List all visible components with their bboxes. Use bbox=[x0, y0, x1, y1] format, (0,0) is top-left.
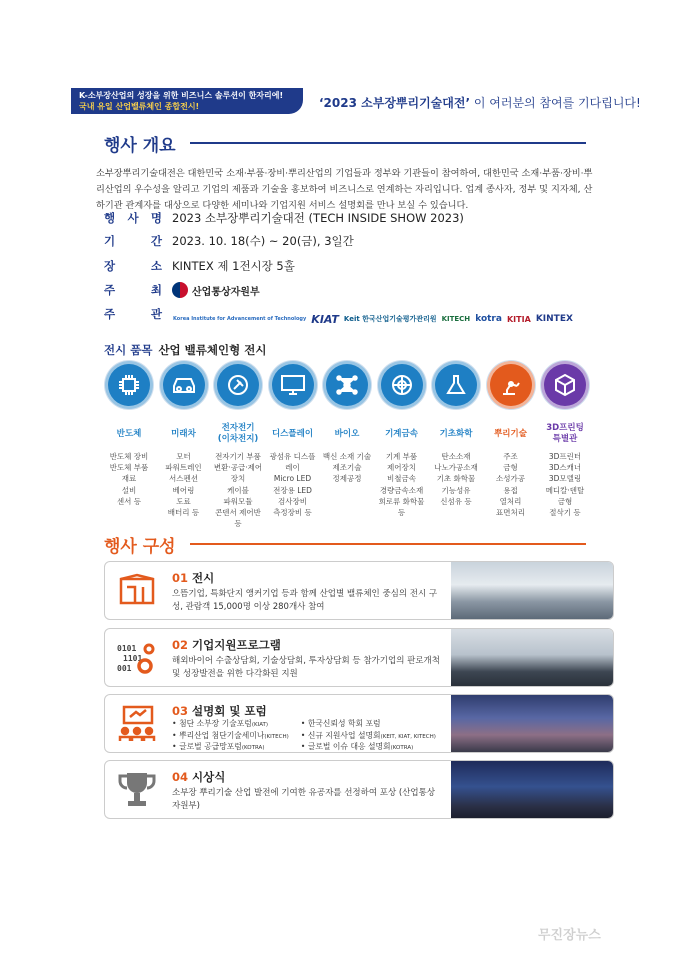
program-card-number: 04 bbox=[172, 770, 189, 784]
info-label-char: 명 bbox=[150, 211, 162, 225]
program-card-heading: 전시 bbox=[192, 571, 215, 585]
category-items: 기계 부품 제어장치 비철금속 경량금속소재 희로류 화학물 등 bbox=[378, 452, 425, 518]
program-title: 행사 구성 bbox=[104, 537, 176, 557]
event-photo bbox=[451, 761, 613, 818]
organizer-logo-kintex: KINTEX bbox=[535, 314, 573, 324]
banner-line-2: 국내 유일 산업밸류체인 종합전시! bbox=[79, 102, 200, 111]
info-label-char: 기 bbox=[104, 234, 116, 248]
bullet-text: • 뿌리산업 첨단기술세미나 bbox=[172, 730, 265, 740]
info-label-char: 최 bbox=[150, 283, 162, 297]
category-name: 디스플레이 bbox=[271, 428, 314, 439]
program-card bbox=[104, 628, 614, 687]
category-item bbox=[431, 361, 481, 529]
overview-intro: 소부장뿌리기술대전은 대한민국 소재·부품·장비·뿌리산업의 기업들과 정부와 기관들이 참여하여, 대한민국 소재·부품·장비·뿌리산업의 우수성을 알리고 기업의 제품과 기술을 홍보하여 비즈니스로 연계하는 자리입니다. 업계 종사자, 정부 및 지자체, 산하기관 관계자를 대상으로 다양한 세미나와 기업지원 서비스 설명회를 만나 보실 수 있습니다. bbox=[96, 168, 593, 211]
bullet-org: (KOTRA) bbox=[390, 745, 414, 751]
organizer-logo-kitia: KITIA bbox=[506, 314, 531, 324]
category-item bbox=[213, 361, 263, 529]
organizer-logo-kotra: kotra bbox=[475, 314, 502, 324]
overview-rule bbox=[190, 142, 586, 144]
bullet-item bbox=[172, 742, 289, 753]
category-item bbox=[322, 361, 372, 529]
category-item bbox=[486, 361, 536, 529]
info-label bbox=[104, 210, 172, 226]
program-card-number: 02 bbox=[172, 638, 189, 652]
program-card-number: 03 bbox=[172, 704, 189, 718]
info-row bbox=[104, 304, 172, 324]
bullet-org: (KIAT) bbox=[251, 722, 269, 728]
program-card-title bbox=[172, 703, 267, 719]
category-items: 탄소소재 나노가공소재 기초 화학물 기능성유 신섬유 등 bbox=[434, 452, 478, 506]
event-photo bbox=[451, 562, 613, 619]
watermark: 무진장뉴스 bbox=[538, 928, 601, 943]
binary-gears-icon bbox=[113, 637, 161, 679]
bullet-org: (KOTRA) bbox=[241, 745, 265, 751]
bullet-item bbox=[172, 719, 289, 731]
category-name: 기초화학 bbox=[439, 428, 473, 439]
top-banner bbox=[71, 88, 303, 114]
category-items: 주조 금형 소성가공 용접 열처리 표면처리 bbox=[496, 452, 525, 518]
banner-line-1: K-소부장산업의 성장을 위한 비즈니스 솔루션이 한자리에! bbox=[79, 91, 284, 100]
program-card bbox=[104, 760, 614, 819]
tagline-text: 이 여러분의 참여를 기다립니다! bbox=[473, 96, 641, 110]
exhibit-label: 전시 품목 bbox=[104, 343, 153, 357]
tagline-event-name: ‘2023 소부장뿌리기술대전’ bbox=[319, 96, 471, 110]
category-name: 기계금속 bbox=[385, 428, 418, 439]
category-name: 3D프린팅 특별관 bbox=[546, 423, 584, 444]
info-label-char: 행 bbox=[104, 211, 116, 225]
host-ministry-name: 산업통상자원부 bbox=[192, 286, 260, 298]
event-photo bbox=[451, 695, 613, 752]
program-card bbox=[104, 694, 614, 753]
category-row bbox=[104, 361, 590, 529]
svg-text:1101: 1101 bbox=[123, 654, 143, 663]
category-items: 3D프린터 3D스캐너 3D모델링 메디칼·덴탈 금형 절삭기 등 bbox=[545, 452, 585, 518]
info-label-char: 소 bbox=[150, 259, 162, 273]
overview-title: 행사 개요 bbox=[104, 136, 176, 156]
bullet-text: • 글로벌 공급망포럼 bbox=[172, 742, 242, 751]
info-label bbox=[104, 282, 172, 298]
info-row bbox=[104, 256, 295, 276]
svg-text:001: 001 bbox=[117, 664, 132, 673]
info-value: 2023. 10. 18(수) ~ 20(금), 3일간 bbox=[172, 234, 354, 248]
info-row bbox=[104, 280, 260, 300]
program-card-description: 소부장 뿌리기술 산업 발전에 기여한 유공자를 선정하여 포상 (산업통상자원부) bbox=[172, 788, 436, 811]
info-value: KINTEX 제 1전시장 5홀 bbox=[172, 259, 295, 273]
3d-cube-icon bbox=[541, 361, 589, 409]
bullet-org: (KITECH) bbox=[264, 733, 289, 740]
event-photo bbox=[451, 629, 613, 686]
category-name: 반도체 bbox=[116, 428, 142, 439]
category-name: 바이오 bbox=[334, 428, 360, 439]
info-label-char: 주 bbox=[104, 283, 116, 297]
bullet-item bbox=[172, 731, 289, 743]
organizer-logo-kitech: KITECH bbox=[441, 315, 471, 323]
tagline bbox=[319, 94, 641, 111]
program-card-heading: 설명회 및 포럼 bbox=[192, 704, 267, 718]
info-label-char: 사 bbox=[127, 211, 139, 225]
bullet-org: (KEIT, KIAT, KITECH) bbox=[380, 733, 436, 740]
flask-icon bbox=[432, 361, 480, 409]
category-item bbox=[377, 361, 427, 529]
bullet-column bbox=[172, 719, 289, 753]
category-items: 모터 파워트레인 서스펜션 베어링 도료 배터리 등 bbox=[165, 452, 202, 518]
taegeuk-logo-icon bbox=[172, 282, 188, 298]
info-label bbox=[104, 258, 172, 274]
info-label bbox=[104, 306, 172, 322]
organizer-logo-kiat: KIAT bbox=[311, 312, 339, 326]
category-item bbox=[159, 361, 209, 529]
program-card-title bbox=[172, 637, 281, 653]
category-items: 광섬유 디스플레이 Micro LED 전장용 LED 검사장비 측정장비 등 bbox=[269, 452, 316, 518]
category-item bbox=[540, 361, 590, 529]
bullet-column bbox=[301, 719, 436, 753]
program-card-heading: 기업지원프로그램 bbox=[192, 638, 281, 652]
category-items: 반도체 장비 반도체 부품 재료 설비 센서 등 bbox=[109, 452, 149, 506]
host-ministry bbox=[172, 282, 260, 298]
bullet-text: • 신규 지원사업 설명회 bbox=[300, 730, 381, 740]
program-card-title bbox=[172, 769, 225, 785]
exhibit-title: 산업 밸류체인형 전시 bbox=[158, 343, 267, 357]
category-item bbox=[104, 361, 154, 529]
program-card bbox=[104, 561, 614, 620]
robot-arm-icon bbox=[487, 361, 535, 409]
category-items: 백신 소재 기술 제조기술 정제공정 bbox=[322, 452, 372, 484]
plug-icon bbox=[214, 361, 262, 409]
organizer-logo: Korea Institute for Advancement of Technology bbox=[173, 316, 307, 322]
presentation-icon bbox=[113, 703, 161, 745]
svg-text:0101: 0101 bbox=[117, 644, 137, 653]
bullet-text: • 글로벌 이슈 대응 설명회 bbox=[300, 742, 391, 751]
program-card-description: 으뜸기업, 특화단지 앵커기업 등과 함께 산업별 밸류체인 중심의 전시 구성, 관람객 15,000명 이상 280개사 참여 bbox=[172, 589, 438, 612]
trophy-icon bbox=[113, 769, 161, 811]
organizer-logos bbox=[173, 311, 573, 327]
category-item bbox=[268, 361, 318, 529]
info-label bbox=[104, 233, 172, 249]
program-card-title bbox=[172, 570, 214, 586]
info-label-char: 주 bbox=[104, 307, 116, 321]
program-card-heading: 시상식 bbox=[192, 770, 226, 784]
category-items: 전자기기 부품 변환·공급·제어 장치 케이블 파워모듈 콘덴서 제어반 등 bbox=[213, 452, 263, 529]
program-card-description: 해외바이어 수출상담회, 기술상담회, 투자상담회 등 참가기업의 판로개척 및 성장발전을 위한 다각화된 지원 bbox=[172, 656, 440, 679]
category-name: 미래차 bbox=[171, 428, 196, 439]
category-name: 전자전기 (이차전지) bbox=[217, 423, 259, 444]
exhibition-booth-icon bbox=[113, 570, 161, 612]
bullet-item bbox=[301, 731, 436, 743]
exhibit-heading bbox=[104, 342, 266, 358]
bullet-text: • 한국신뢰성 학회 포럼 bbox=[300, 719, 381, 728]
bullet-text: • 첨단 소부장 기술포럼 bbox=[172, 719, 252, 728]
car-icon bbox=[160, 361, 208, 409]
molecule-icon bbox=[323, 361, 371, 409]
info-label-char: 장 bbox=[104, 259, 116, 273]
info-row bbox=[104, 208, 464, 228]
program-card-bullets bbox=[172, 719, 436, 753]
organizer-logo-keit: Keit 한국산업기술평가관리원 bbox=[343, 315, 437, 323]
program-card-number: 01 bbox=[172, 571, 189, 585]
info-label-char: 간 bbox=[150, 234, 162, 248]
info-label-char: 관 bbox=[150, 307, 162, 321]
chip-icon bbox=[105, 361, 153, 409]
category-name: 뿌리기술 bbox=[494, 428, 527, 439]
globe-icon bbox=[378, 361, 426, 409]
info-value: 2023 소부장뿌리기술대전 (TECH INSIDE SHOW 2023) bbox=[172, 211, 464, 225]
monitor-icon bbox=[269, 361, 317, 409]
info-row bbox=[104, 231, 354, 251]
program-rule bbox=[190, 543, 586, 545]
bullet-item bbox=[301, 742, 436, 753]
bullet-item bbox=[301, 719, 436, 731]
